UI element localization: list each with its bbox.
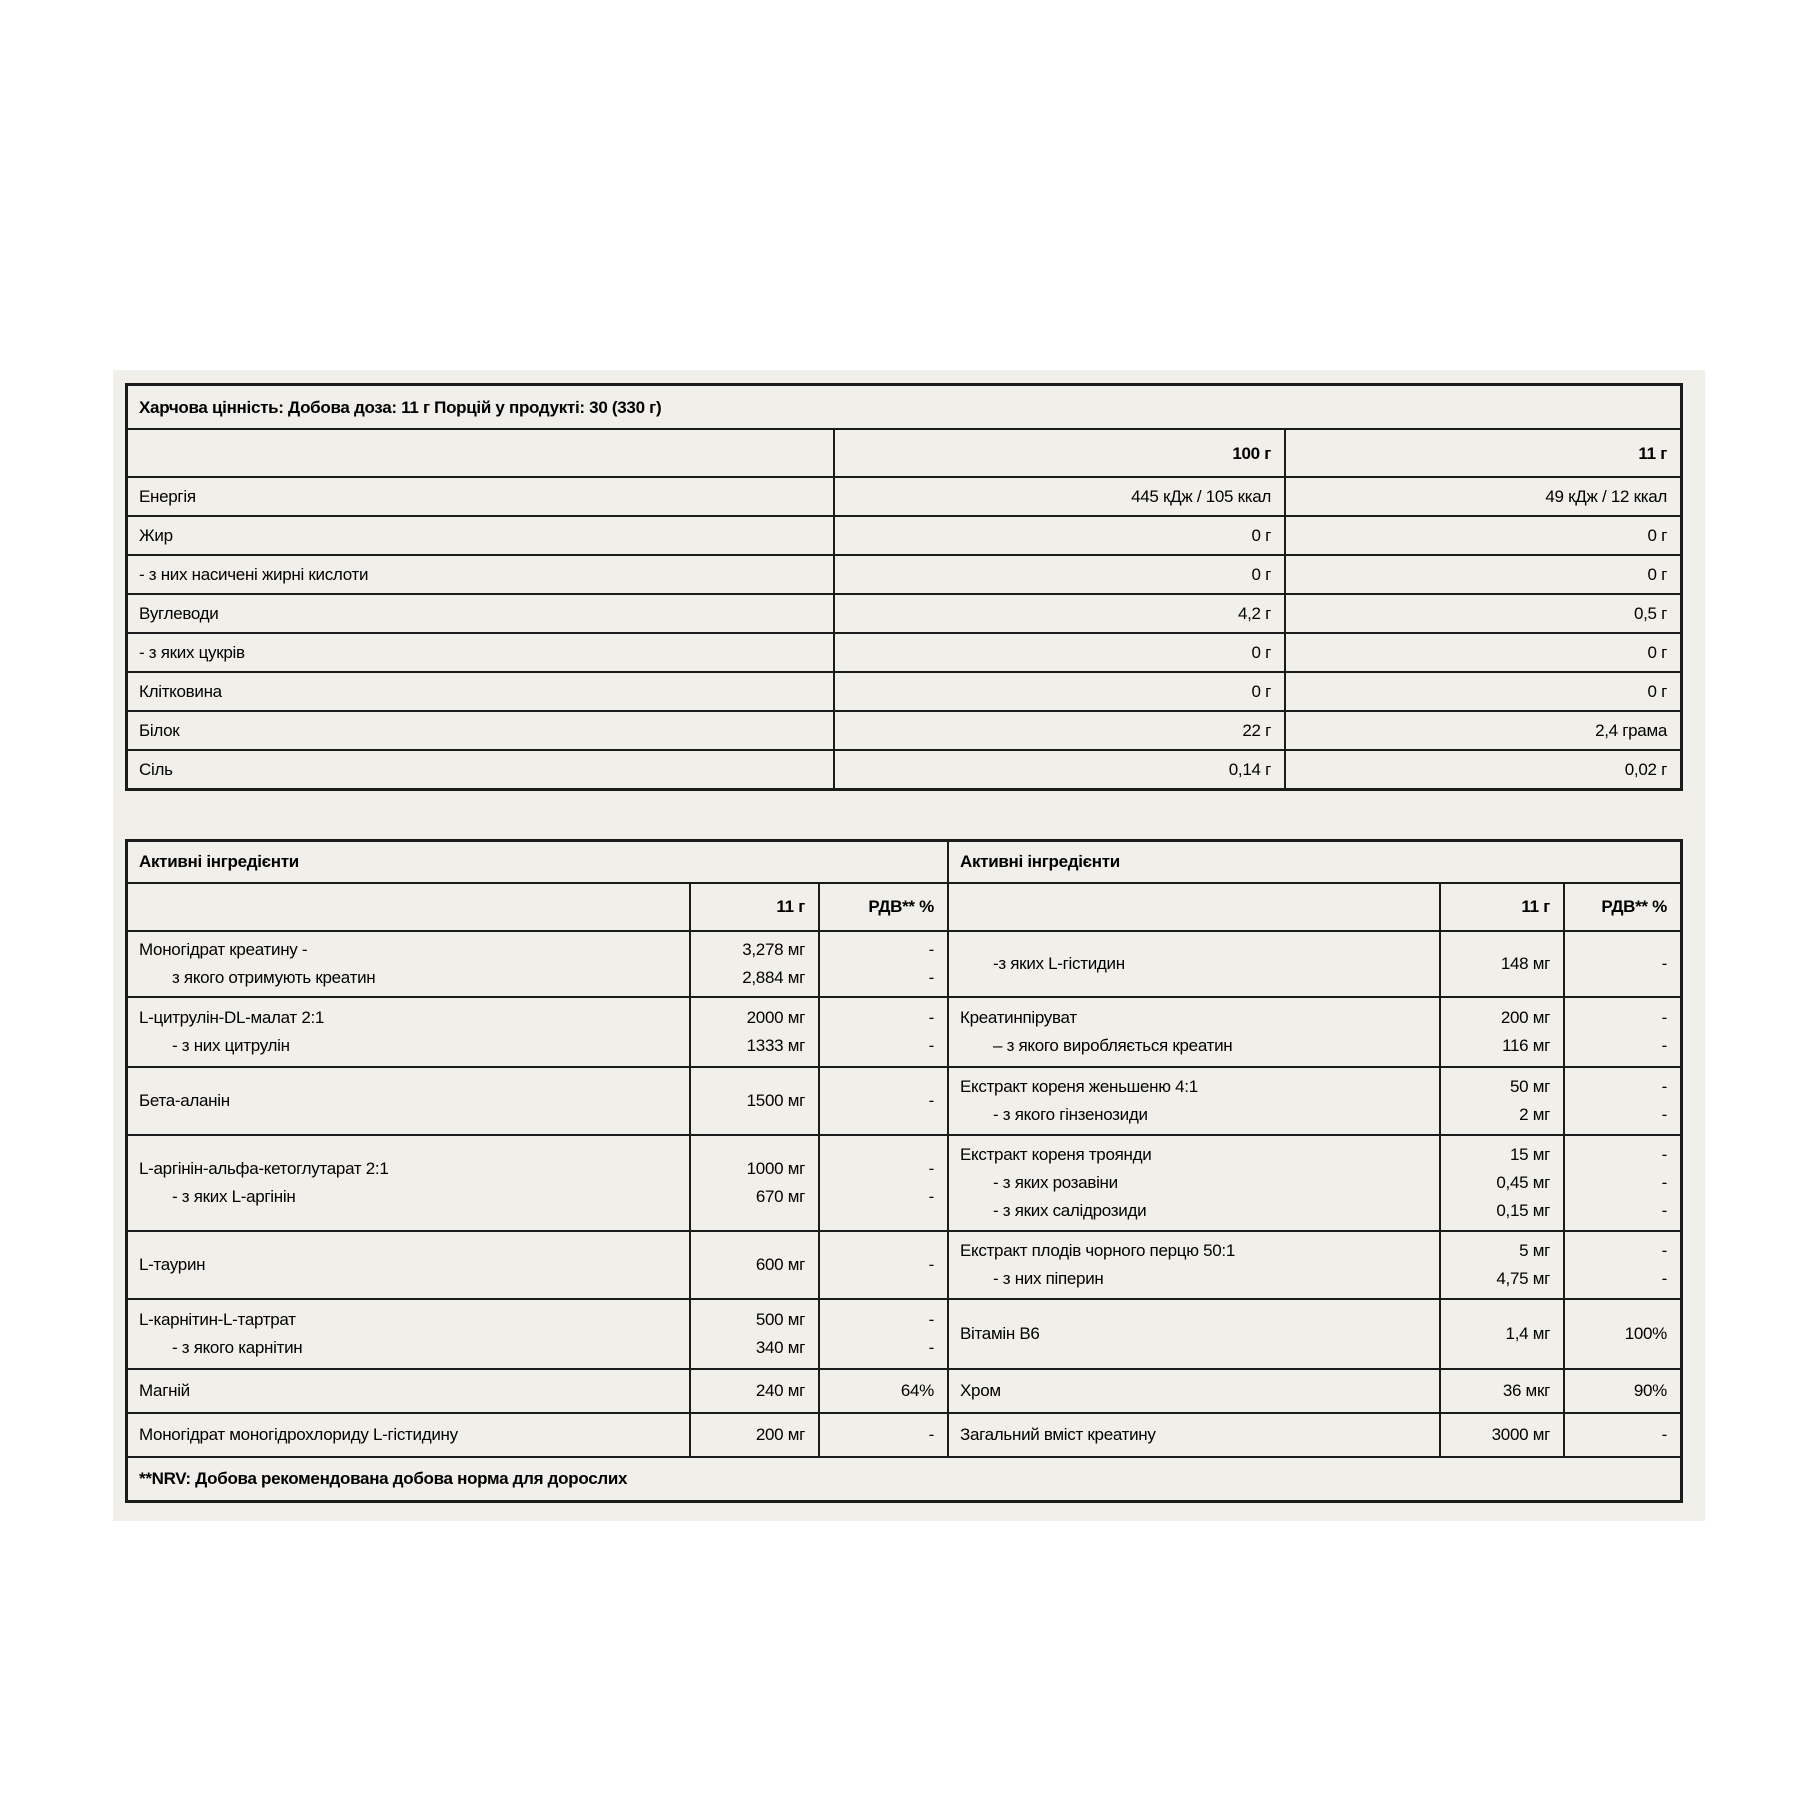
value-per-11g: 0,5 г — [1284, 595, 1680, 632]
ingredient-name-right: -з яких L-гістидин — [947, 932, 1439, 996]
nutrition-row — [128, 515, 1680, 554]
nutrient-label: Жир — [139, 526, 173, 545]
ingredient-name-left: L-аргінін-альфа-кетоглутарат 2:1 - з яких L-аргінін — [139, 1159, 389, 1206]
nutrient-label: Вуглеводи — [139, 604, 219, 623]
nutrition-row — [128, 476, 1680, 515]
ingredient-name-left: Магній — [139, 1381, 190, 1400]
ingredient-rdv-left: - — [818, 1068, 947, 1134]
ingredient-amount-left: 500 мг 340 мг — [689, 1300, 818, 1368]
ingredient-row — [128, 1134, 1680, 1230]
value-per-100g: 445 кДж / 105 ккал — [833, 478, 1284, 515]
ingredient-name-left: L-карнітин-L-тартрат - з якого карнітин — [139, 1310, 303, 1357]
ingredient-row — [128, 1298, 1680, 1368]
ingredient-name-right: Загальний вміст креатину — [947, 1414, 1439, 1456]
nutrient-label: Енергія — [139, 487, 196, 506]
ingredient-col-spacer-right — [947, 884, 1439, 930]
rdv-header-right: РДВ** % — [1563, 884, 1680, 930]
rdv-header-left: РДВ** % — [818, 884, 947, 930]
nutrition-row — [128, 632, 1680, 671]
ingredient-name-right: Креатинпіруват – з якого виробляється креатин — [947, 998, 1439, 1066]
ingredient-name-right: Екстракт кореня троянди - з яких розавіни - з яких салідрозиди — [947, 1136, 1439, 1230]
ingredient-name-left: L-таурин — [139, 1255, 206, 1274]
ingredient-rdv-left: - - — [818, 998, 947, 1066]
ingredient-name-right: Вітамін В6 — [947, 1300, 1439, 1368]
col-header-11g: 11 г — [1284, 430, 1680, 476]
ingredient-rdv-left: - - — [818, 932, 947, 996]
value-per-100g: 0,14 г — [833, 751, 1284, 788]
ingredient-amount-left: 600 мг — [689, 1232, 818, 1298]
ingredient-amount-right: 5 мг 4,75 мг — [1439, 1232, 1563, 1298]
ingredient-row — [128, 1368, 1680, 1412]
ingredient-row — [128, 1412, 1680, 1456]
amount-header-right: 11 г — [1439, 884, 1563, 930]
ingredient-amount-left: 1500 мг — [689, 1068, 818, 1134]
amount-header-left: 11 г — [689, 884, 818, 930]
ingredient-rdv-left: - - — [818, 1300, 947, 1368]
value-per-100g: 0 г — [833, 517, 1284, 554]
ingredient-rdv-right: - — [1563, 1414, 1680, 1456]
ingredient-amount-left: 3,278 мг 2,884 мг — [689, 932, 818, 996]
value-per-11g: 2,4 грама — [1284, 712, 1680, 749]
col-header-blank — [128, 430, 833, 476]
nutrient-label: Клітковина — [139, 682, 222, 701]
ingredient-row — [128, 1066, 1680, 1134]
ingredient-row — [128, 996, 1680, 1066]
ingredient-amount-left: 1000 мг 670 мг — [689, 1136, 818, 1230]
value-per-100g: 0 г — [833, 673, 1284, 710]
ingredient-rdv-left: - — [818, 1414, 947, 1456]
ingredient-rdv-right: - - - — [1563, 1136, 1680, 1230]
ingredient-amount-left: 2000 мг 1333 мг — [689, 998, 818, 1066]
ingredient-name-right: Екстракт плодів чорного перцю 50:1 - з них піперин — [947, 1232, 1439, 1298]
value-per-11g: 0,02 г — [1284, 751, 1680, 788]
ingredient-amount-right: 200 мг 116 мг — [1439, 998, 1563, 1066]
ingredient-name-left: Бета-аланін — [139, 1091, 230, 1110]
ingredient-name-left: L-цитрулін-DL-малат 2:1 - з них цитрулін — [139, 1008, 325, 1055]
ingredient-name-right: Екстракт кореня женьшеню 4:1 - з якого гінзенозиди — [947, 1068, 1439, 1134]
ingredient-amount-right: 3000 мг — [1439, 1414, 1563, 1456]
ingredient-rdv-right: - - — [1563, 998, 1680, 1066]
ingredient-rdv-left: - — [818, 1232, 947, 1298]
ingredient-rdv-right: 90% — [1563, 1370, 1680, 1412]
ingredient-amount-left: 200 мг — [689, 1414, 818, 1456]
ingredient-rdv-left: 64% — [818, 1370, 947, 1412]
value-per-11g: 49 кДж / 12 ккал — [1284, 478, 1680, 515]
ingredient-rdv-right: - - — [1563, 1068, 1680, 1134]
ingredient-rdv-right: 100% — [1563, 1300, 1680, 1368]
nutrition-subheader-row — [128, 428, 1680, 476]
nutrient-label: - з них насичені жирні кислоти — [139, 565, 369, 584]
ingredient-amount-right: 15 мг 0,45 мг 0,15 мг — [1439, 1136, 1563, 1230]
ingredient-amount-left: 240 мг — [689, 1370, 818, 1412]
col-header-100g: 100 г — [833, 430, 1284, 476]
nutrition-row — [128, 710, 1680, 749]
value-per-11g: 0 г — [1284, 517, 1680, 554]
value-per-11g: 0 г — [1284, 556, 1680, 593]
ingredient-amount-right: 50 мг 2 мг — [1439, 1068, 1563, 1134]
value-per-11g: 0 г — [1284, 634, 1680, 671]
nutrition-row — [128, 593, 1680, 632]
nutrition-row — [128, 554, 1680, 593]
value-per-100g: 0 г — [833, 634, 1284, 671]
ingredient-name-left: Моногідрат моногідрохлориду L-гістидину — [139, 1425, 458, 1444]
nutrition-title-row — [128, 386, 1680, 428]
footnote-row — [128, 1456, 1680, 1500]
value-per-100g: 22 г — [833, 712, 1284, 749]
ingredient-name-left: Моногідрат креатину - з якого отримують креатин — [139, 940, 376, 987]
ingredients-header-left: Активні інгредієнти — [139, 852, 299, 871]
ingredient-amount-right: 1,4 мг — [1439, 1300, 1563, 1368]
ingredient-col-spacer-left — [128, 884, 689, 930]
ingredients-table — [125, 839, 1683, 1503]
nutrient-label: Білок — [139, 721, 180, 740]
value-per-100g: 4,2 г — [833, 595, 1284, 632]
ingredients-header-right: Активні інгредієнти — [947, 842, 1680, 882]
nutrient-label: - з яких цукрів — [139, 643, 245, 662]
ingredient-amount-right: 36 мкг — [1439, 1370, 1563, 1412]
value-per-100g: 0 г — [833, 556, 1284, 593]
ingredient-row — [128, 930, 1680, 996]
ingredient-name-right: Хром — [947, 1370, 1439, 1412]
ingredient-rdv-right: - — [1563, 932, 1680, 996]
ingredients-header-row — [128, 842, 1680, 882]
ingredient-row — [128, 1230, 1680, 1298]
nutrition-row — [128, 749, 1680, 788]
ingredients-subheader-row — [128, 882, 1680, 930]
nrv-footnote: **NRV: Добова рекомендована добова норма для дорослих — [139, 1469, 628, 1488]
value-per-11g: 0 г — [1284, 673, 1680, 710]
nutrient-label: Сіль — [139, 760, 173, 779]
nutrition-row — [128, 671, 1680, 710]
ingredient-rdv-left: - - — [818, 1136, 947, 1230]
nutrition-panel — [113, 370, 1705, 1521]
nutrition-table-title: Харчова цінність: Добова доза: 11 г Порцій у продукті: 30 (330 г) — [139, 397, 662, 417]
nutrition-table — [125, 383, 1683, 791]
ingredient-rdv-right: - - — [1563, 1232, 1680, 1298]
ingredient-amount-right: 148 мг — [1439, 932, 1563, 996]
